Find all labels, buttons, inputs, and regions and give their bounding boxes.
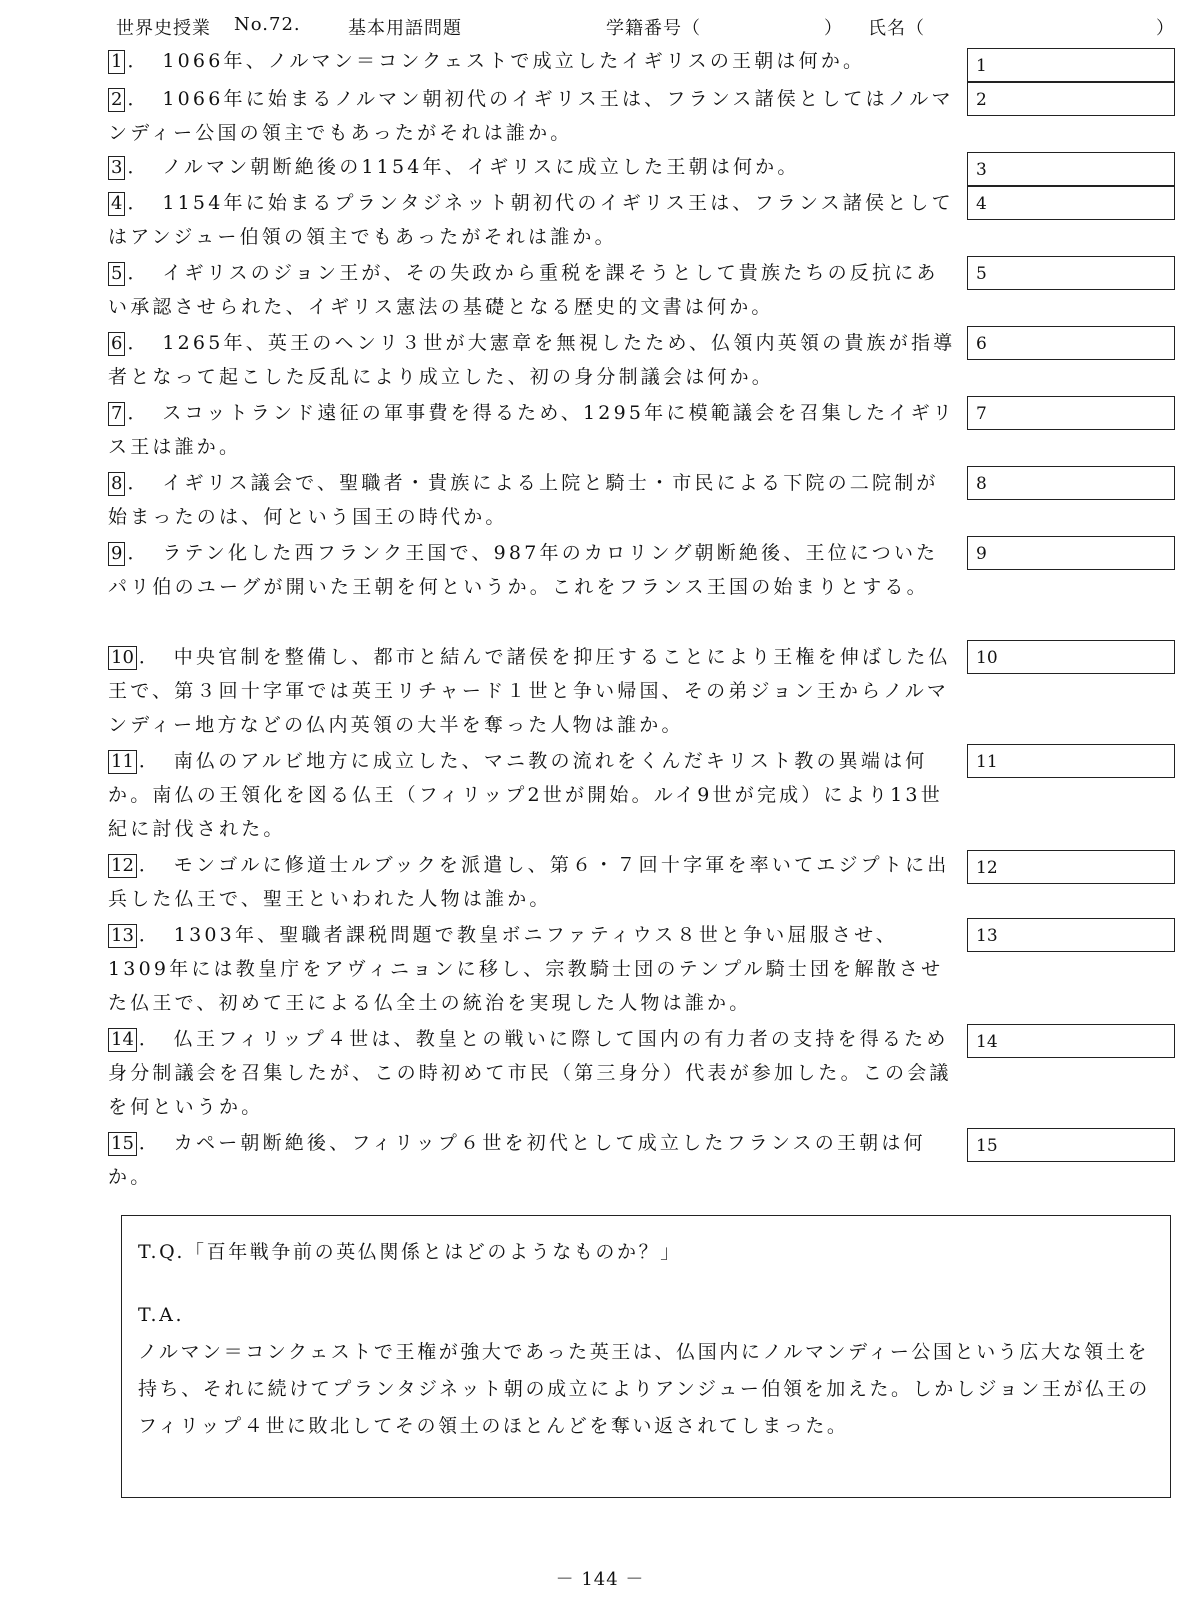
question-number: 9 [108, 542, 125, 566]
question-text: ． モンゴルに修道士ルブックを派遣し、第６・７回十字軍を率いてエジプトに出兵した仏王で、聖王といわれた人物は誰か。 [108, 854, 950, 910]
question-text: ． 1066年に始まるノルマン朝初代のイギリス王は、フランス諸侯としてはノルマンディー公国の領主でもあったがそれは誰か。 [108, 88, 954, 144]
question-number: 7 [108, 402, 125, 426]
question-number: 13 [108, 924, 137, 948]
question-number: 10 [108, 646, 137, 670]
answer-box[interactable]: 10 [967, 640, 1175, 674]
answer-box[interactable]: 11 [967, 744, 1175, 778]
question-number: 1 [108, 50, 125, 74]
question-text: ． 1154年に始まるプランタジネット朝初代のイギリス王は、フランス諸侯としてはアンジュー伯領の領主でもあったがそれは誰か。 [108, 192, 954, 248]
question-item [108, 256, 958, 324]
question-text: ． 中央官制を整備し、都市と結んで諸侯を抑圧することにより王権を伸ばした仏王で、第３回十字軍では英王リチャード１世と争い帰国、その弟ジョン王からノルマンディー地方などの仏内英領の大半を奪った人物は誰か。 [108, 646, 951, 736]
answer-box[interactable]: 13 [967, 918, 1175, 952]
question-item [108, 396, 958, 464]
answer-box[interactable]: 4 [967, 186, 1175, 220]
question-text: ． スコットランド遠征の軍事費を得るため、1295年に模範議会を召集したイギリス王は誰か。 [108, 402, 955, 458]
question-text: ． ノルマン朝断絶後の1154年、イギリスに成立した王朝は何か。 [127, 156, 800, 178]
question-item [108, 466, 958, 534]
answer-box[interactable]: 15 [967, 1128, 1175, 1162]
answer-box[interactable]: 3 [967, 152, 1175, 186]
student-id-close: ） [824, 18, 843, 39]
question-text: ． 1265年、英王のヘンリ３世が大憲章を無視したため、仏領内英領の貴族が指導者となって起こした反乱により成立した、初の身分制議会は何か。 [108, 332, 956, 388]
question-item [108, 640, 958, 742]
summary-box [121, 1215, 1171, 1498]
question-item [108, 150, 958, 184]
summary-answer-text: ノルマン＝コンクェストで王権が強大であった英王は、仏国内にノルマンディー公国という広大な領土を持ち、それに続けてプランタジネット朝の成立によりアンジュー伯領を加えた。しかしジョン王が仏王のフィリップ４世に敗北してその領土のほとんどを奪い返されてしまった。 [138, 1341, 1150, 1437]
question-item [108, 186, 958, 254]
question-item [108, 918, 958, 1020]
question-number: 14 [108, 1028, 137, 1052]
question-number: 2 [108, 88, 125, 112]
question-item [108, 848, 958, 916]
answer-box[interactable]: 5 [967, 256, 1175, 290]
worksheet-header [116, 14, 1176, 44]
question-number: 8 [108, 472, 125, 496]
question-number: 3 [108, 156, 125, 180]
worksheet-title: 基本用語問題 [348, 18, 462, 39]
question-item [108, 44, 958, 78]
question-text: ． イギリス議会で、聖職者・貴族による上院と騎士・市民による下院の二院制が始まったのは、何という国王の時代か。 [108, 472, 939, 528]
question-text: ． カペー朝断絶後、フィリップ６世を初代として成立したフランスの王朝は何か。 [108, 1132, 926, 1188]
answer-box[interactable]: 14 [967, 1024, 1175, 1058]
question-text: ． 仏王フィリップ４世は、教皇との戦いに際して国内の有力者の支持を得るため身分制議会を召集したが、この時初めて市民（第三身分）代表が参加した。この会議を何というか。 [108, 1028, 952, 1118]
answer-box[interactable]: 9 [967, 536, 1175, 570]
question-text: ． 南仏のアルビ地方に成立した、マニ教の流れをくんだキリスト教の異端は何か。南仏の王領化を図る仏王（フィリップ2世が開始。ルイ9世が完成）により13世紀に討伐された。 [108, 750, 943, 840]
summary-answer-label: T.A. [138, 1304, 185, 1326]
question-item [108, 1126, 958, 1194]
question-text: ． 1066年、ノルマン＝コンクェストで成立したイギリスの王朝は何か。 [127, 50, 866, 72]
course-name: 世界史授業 [116, 18, 211, 39]
answer-box[interactable]: 6 [967, 326, 1175, 360]
question-item [108, 326, 958, 394]
question-item [108, 536, 958, 604]
question-number: 12 [108, 854, 137, 878]
question-text: ． ラテン化した西フランク王国で、987年のカロリング朝断絶後、王位についたパリ伯のユーグが開いた王朝を何というか。これをフランス王国の始まりとする。 [108, 542, 939, 598]
page-number: － 144 － [555, 1569, 645, 1590]
answer-box[interactable]: 12 [967, 850, 1175, 884]
answer-box[interactable]: 1 [967, 48, 1175, 82]
name-label: 氏名（ [868, 18, 925, 39]
question-item [108, 82, 958, 150]
question-item [108, 1022, 958, 1124]
answer-box[interactable]: 8 [967, 466, 1175, 500]
question-number: 4 [108, 192, 125, 216]
answer-box[interactable]: 2 [967, 82, 1175, 116]
name-close: ） [1156, 18, 1175, 39]
question-text: ． イギリスのジョン王が、その失政から重税を課そうとして貴族たちの反抗にあい承認させられた、イギリス憲法の基礎となる歴史的文書は何か。 [108, 262, 939, 318]
question-item [108, 744, 958, 846]
question-number: 5 [108, 262, 125, 286]
student-id-label: 学籍番号（ [606, 18, 701, 39]
question-number: 15 [108, 1132, 137, 1156]
question-number: 6 [108, 332, 125, 356]
worksheet-number: No.72. [234, 14, 301, 35]
question-text: ． 1303年、聖職者課税問題で教皇ボニファティウス８世と争い屈服させ、1309年には教皇庁をアヴィニョンに移し、宗教騎士団のテンプル騎士団を解散させた仏王で、初めて王による仏全土の統治を実現した人物は誰か。 [108, 924, 944, 1014]
summary-question: T.Q.「百年戦争前の英仏関係とはどのようなものか？」 [138, 1241, 682, 1263]
answer-box[interactable]: 7 [967, 396, 1175, 430]
question-number: 11 [108, 750, 137, 774]
